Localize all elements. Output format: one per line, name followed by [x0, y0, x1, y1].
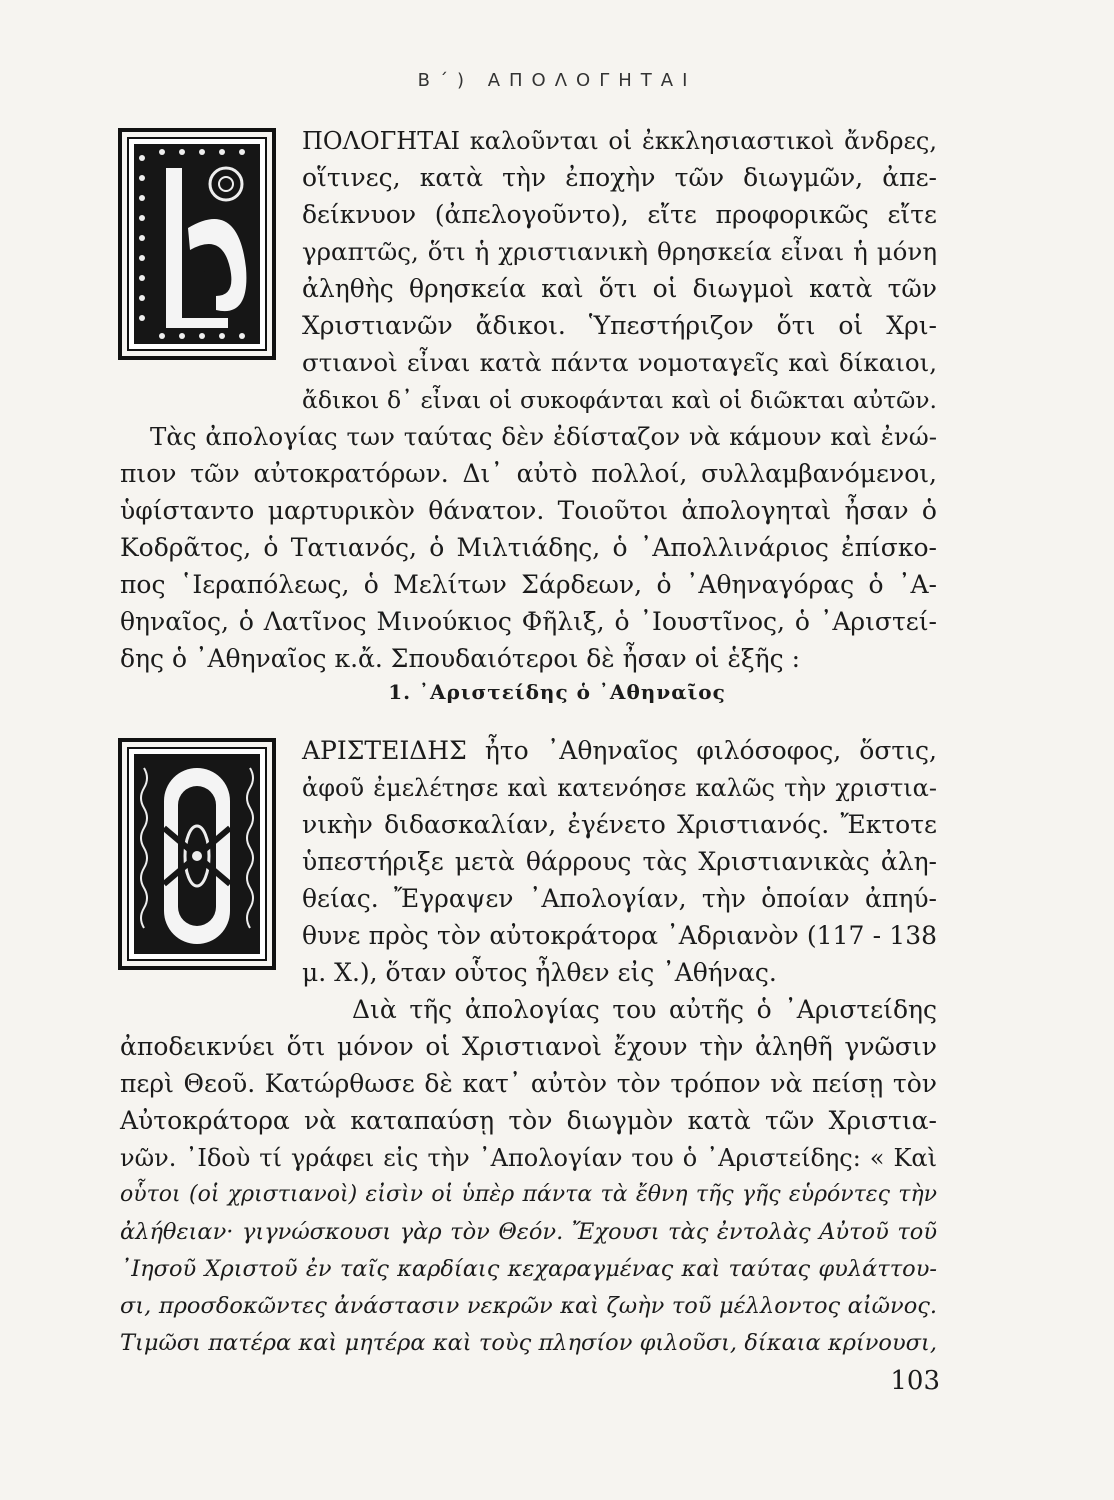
- text-line: ὑπεστήριξε μετὰ θάρρους τὰς Χριστιανικὰς ἀλη-: [302, 847, 937, 876]
- text-line: ἀφοῦ ἐμελέτησε καὶ κατενόησε καλῶς τὴν χριστια-: [302, 774, 937, 802]
- text-line: ἀποδεικνύει ὅτι μόνον οἱ Χριστιανοὶ ἔχουν τὴν ἀληθῆ γνῶσιν: [120, 1032, 937, 1061]
- text-line: δης ὁ ᾿Αθηναῖος κ.ἄ. Σπουδαιότεροι δὲ ἦσαν οἱ ἑξῆς :: [120, 644, 801, 673]
- text-line: γραπτῶς, ὅτι ἡ χριστιανικὴ θρησκεία εἶναι ἡ μόνη: [302, 237, 937, 266]
- text-line: θείας. Ἔγραψεν ᾿Απολογίαν, τὴν ὁποίαν ἀπηύ-: [302, 884, 937, 913]
- subheading: 1. ᾿Αριστείδης ὁ ᾿Αθηναῖος: [388, 680, 726, 704]
- text-line: ΠΟΛΟΓΗΤΑΙ καλοῦνται οἱ ἐκκλησιαστικοὶ ἄνδρες,: [302, 127, 937, 155]
- text-line-quote: ᾿Ιησοῦ Χριστοῦ ἐν ταῖς καρδίαις κεχαραγμένας καὶ ταύτας φυλάττου-: [120, 1256, 937, 1282]
- text-line: θυνε πρὸς τὸν αὐτοκράτορα ᾿Αδριανὸν (117 - 138: [302, 921, 937, 950]
- text-line-quote: ἀλήθειαν· γιγνώσκουσι γὰρ τὸν Θεόν. Ἔχουσι τὰς ἐντολὰς Αὐτοῦ τοῦ: [120, 1219, 937, 1245]
- ornamental-initial-alpha: [118, 128, 276, 360]
- text-line: περὶ Θεοῦ. Κατώρθωσε δὲ κατ᾿ αὐτὸν τὸν τρόπον νὰ πείσῃ τὸν: [120, 1069, 937, 1098]
- ornamental-initial-omicron: [118, 738, 276, 970]
- text-line: θηναῖος, ὁ Λατῖνος Μινούκιος Φῆλιξ, ὁ ᾿Ιουστῖνος, ὁ ᾿Αριστεί-: [120, 607, 937, 636]
- text-line-quote: οὗτοι (οἱ χριστιανοὶ) εἰσὶν οἱ ὑπὲρ πάντα τὰ ἔθνη τῆς γῆς εὑρόντες τὴν: [120, 1182, 937, 1207]
- text-line: Κοδρᾶτος, ὁ Τατιανός, ὁ Μιλτιάδης, ὁ ᾿Απολλινάριος ἐπίσκο-: [120, 533, 937, 562]
- text-line: μ. Χ.), ὅταν οὗτος ἦλθεν εἰς ᾿Αθήνας.: [302, 958, 777, 987]
- text-line: ἄδικοι δ᾿ εἶναι οἱ συκοφάνται καὶ οἱ διῶκται αὐτῶν.: [302, 386, 937, 414]
- text-line: νικὴν διδασκαλίαν, ἐγένετο Χριστιανός. Ἔκτοτε: [302, 810, 937, 839]
- text-line: Διὰ τῆς ἀπολογίας του αὐτῆς ὁ ᾿Αριστείδης: [352, 995, 937, 1024]
- text-line: στιανοὶ εἶναι κατὰ πάντα νομοταγεῖς καὶ δίκαιοι,: [302, 348, 937, 377]
- text-line: νῶν. ᾿Ιδοὺ τί γράφει εἰς τὴν ᾿Απολογίαν του ὁ ᾿Αριστείδης: « Καὶ: [120, 1144, 937, 1172]
- text-line-quote: σι, προσδοκῶντες ἀνάστασιν νεκρῶν καὶ ζωὴν τοῦ μέλλοντος αἰῶνος.: [120, 1293, 937, 1319]
- text-line: Χριστιανῶν ἄδικοι. Ὑπεστήριζον ὅτι οἱ Χρι-: [302, 311, 937, 340]
- text-line: Αὐτοκράτορα νὰ καταπαύσῃ τὸν διωγμὸν κατὰ τῶν Χριστια-: [120, 1106, 937, 1135]
- text-line: πιον τῶν αὐτοκρατόρων. Δι᾿ αὐτὸ πολλοί, συλλαμβανόμενοι,: [120, 459, 937, 488]
- text-line: Τὰς ἀπολογίας των ταύτας δὲν ἐδίσταζον νὰ κάμουν καὶ ἐνώ-: [150, 422, 937, 451]
- text-line: ἀληθὴς θρησκεία καὶ ὅτι οἱ διωγμοὶ κατὰ τῶν: [302, 274, 937, 303]
- text-line: ὑφίσταντο μαρτυρικὸν θάνατον. Τοιοῦτοι ἀπολογηταὶ ἦσαν ὁ: [120, 496, 937, 525]
- text-line: οἵτινες, κατὰ τὴν ἐποχὴν τῶν διωγμῶν, ἀπε-: [302, 163, 937, 192]
- text-line-quote: Τιμῶσι πατέρα καὶ μητέρα καὶ τοὺς πλησίον φιλοῦσι, δίκαια κρίνουσι,: [120, 1330, 937, 1356]
- page-number: 103: [890, 1366, 940, 1396]
- running-header: Β΄) ΑΠΟΛΟΓΗΤΑΙ: [417, 70, 697, 91]
- text-line: δείκνυον (ἀπελογοῦντο), εἴτε προφορικῶς εἴτε: [302, 200, 937, 229]
- text-line: πος ῾Ιεραπόλεως, ὁ Μελίτων Σάρδεων, ὁ ᾿Αθηναγόρας ὁ ᾿Α-: [120, 570, 937, 599]
- text-line: ΑΡΙΣΤΕΙΔΗΣ ἦτο ᾿Αθηναῖος φιλόσοφος, ὅστις,: [302, 736, 937, 765]
